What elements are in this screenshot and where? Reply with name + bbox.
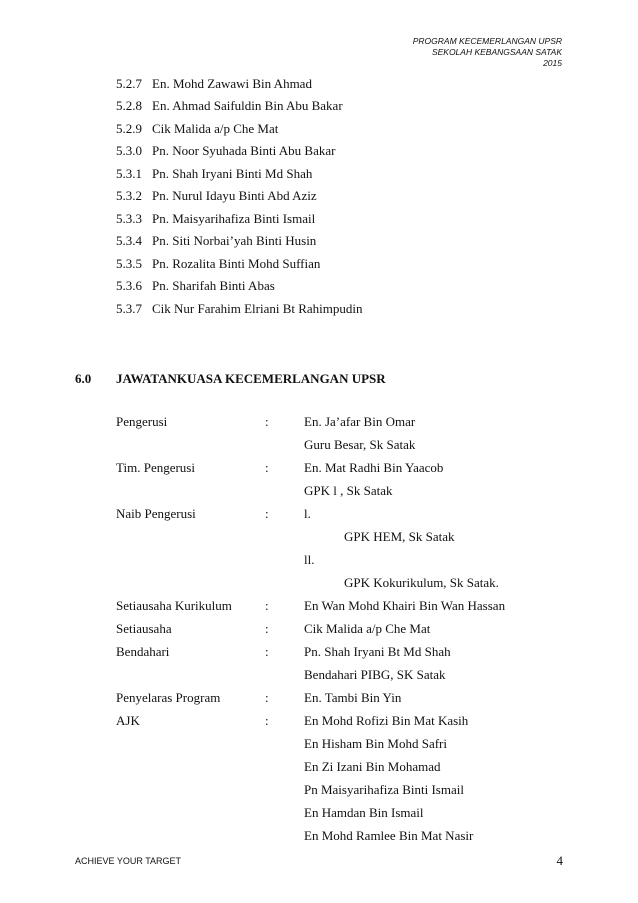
colon: : bbox=[265, 598, 269, 613]
member-name: En Zi Izani Bin Mohamad bbox=[304, 759, 441, 774]
member-title: GPK HEM, Sk Satak bbox=[344, 529, 455, 544]
member-name: Pn Maisyarihafiza Binti Ismail bbox=[304, 782, 464, 797]
role-label: Penyelaras Program bbox=[116, 690, 221, 705]
member-title: GPK Kokurikulum, Sk Satak. bbox=[344, 575, 499, 590]
section-title: JAWATANKUASA KECEMERLANGAN UPSR bbox=[116, 371, 386, 386]
member-title: Bendahari PIBG, SK Satak bbox=[304, 667, 446, 682]
colon: : bbox=[265, 644, 269, 659]
member-name: En Mohd Rofizi Bin Mat Kasih bbox=[304, 713, 469, 728]
colon: : bbox=[265, 460, 269, 475]
member-name: En Wan Mohd Khairi Bin Wan Hassan bbox=[304, 598, 506, 613]
role-label: Naib Pengerusi bbox=[116, 506, 196, 521]
footer-tagline: ACHIEVE YOUR TARGET bbox=[75, 856, 182, 866]
member-name: En. Tambi Bin Yin bbox=[304, 690, 402, 705]
member-name: En. Ja’afar Bin Omar bbox=[304, 414, 416, 429]
member-name: En. Mat Radhi Bin Yaacob bbox=[304, 460, 444, 475]
member-title: Guru Besar, Sk Satak bbox=[304, 437, 416, 452]
role-label: Setiausaha Kurikulum bbox=[116, 598, 232, 613]
page-number: 4 bbox=[556, 853, 563, 868]
colon: : bbox=[265, 621, 269, 636]
role-label: AJK bbox=[116, 713, 140, 728]
member-name: Pn. Shah Iryani Bt Md Shah bbox=[304, 644, 451, 659]
header-program: PROGRAM KECEMERLANGAN UPSR bbox=[412, 36, 562, 46]
member-name: En Mohd Ramlee Bin Mat Nasir bbox=[304, 828, 474, 843]
list-marker: l. bbox=[304, 506, 311, 521]
colon: : bbox=[265, 690, 269, 705]
header-year: 2015 bbox=[543, 58, 562, 68]
member-name: Cik Malida a/p Che Mat bbox=[304, 621, 431, 636]
section-number: 6.0 bbox=[75, 371, 92, 386]
colon: : bbox=[265, 713, 269, 728]
member-name: En Hamdan Bin Ismail bbox=[304, 805, 424, 820]
member-title: GPK l , Sk Satak bbox=[304, 483, 393, 498]
header-school: SEKOLAH KEBANGSAAN SATAK bbox=[431, 47, 562, 57]
colon: : bbox=[265, 506, 269, 521]
running-header bbox=[413, 36, 562, 69]
role-label: Setiausaha bbox=[116, 621, 172, 636]
role-label: Bendahari bbox=[116, 644, 170, 659]
colon: : bbox=[265, 414, 269, 429]
member-name: En Hisham Bin Mohd Safri bbox=[304, 736, 447, 751]
role-label: Tim. Pengerusi bbox=[116, 460, 195, 475]
role-label: Pengerusi bbox=[116, 414, 168, 429]
list-marker: ll. bbox=[304, 552, 315, 567]
